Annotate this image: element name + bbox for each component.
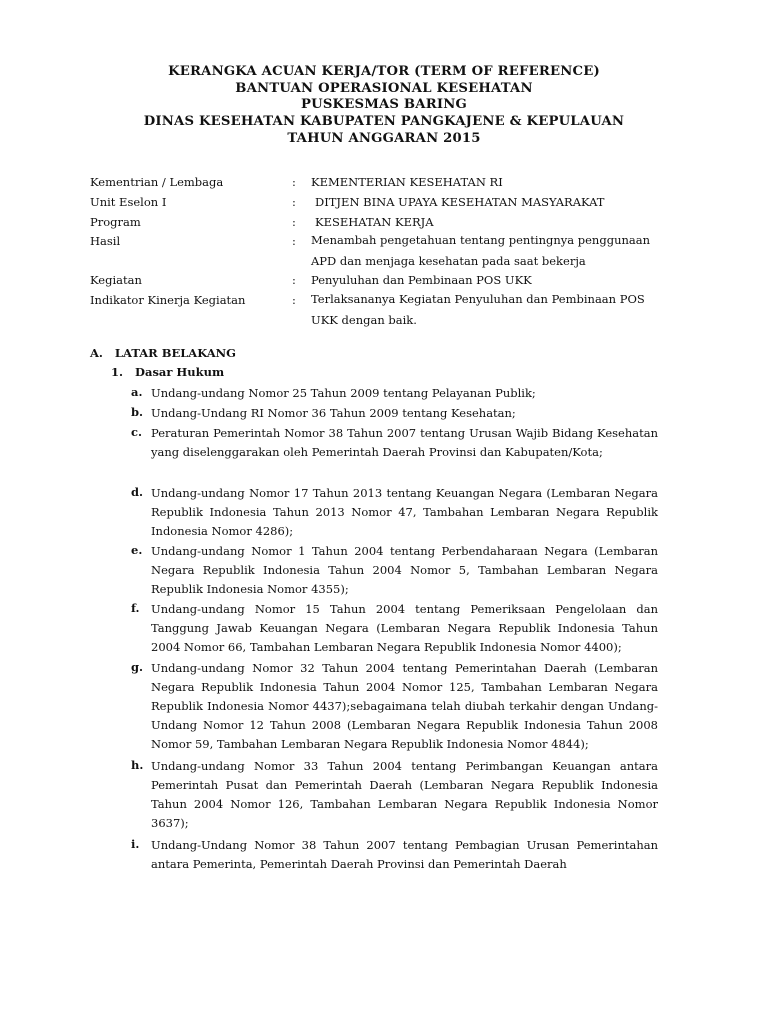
info-value: KEMENTERIAN KESEHATAN RI xyxy=(311,175,503,189)
list-item-text: Undang-undang Nomor 33 Tahun 2004 tentang Perimbangan Keuangan antara Pemerintah Pusat dan Pemerintah Daerah (Lembaran Negara Republik Indonesia Tahun 2004 Nomor 126, Tambahan Lembaran Negara Republik Indonesia Nomor 3637); xyxy=(151,759,658,830)
info-colon: : xyxy=(292,234,296,248)
list-item-text: Undang-Undang RI Nomor 36 Tahun 2009 tentang Kesehatan; xyxy=(151,406,516,420)
info-value: DITJEN BINA UPAYA KESEHATAN MASYARAKAT xyxy=(315,195,605,209)
info-colon: : xyxy=(292,195,296,209)
info-label: Kegiatan xyxy=(90,273,142,287)
doc-title-line-2: BANTUAN OPERASIONAL KESEHATAN xyxy=(235,81,533,96)
list-item-letter: a. xyxy=(131,385,143,399)
list-item-text: Undang-undang Nomor 32 Tahun 2004 tentang Pemerintahan Daerah (Lembaran Negara Republik Indonesia Tahun 2004 Nomor 125, Tambahan Lembaran Negara Republik Indonesia Nomor 4437);sebagaimana telah diubah terkahir dengan Undang-Undang Nomor 12 Tahun 2008 (Lembaran Negara Republik Indonesia Tahun 2008 Nomor 59, Tambahan Lembaran Negara Republik Indonesia Nomor 4844); xyxy=(151,661,658,751)
info-label: Program xyxy=(90,215,141,229)
info-colon: : xyxy=(292,293,296,307)
list-item-text: Undang-Undang Nomor 38 Tahun 2007 tentang Pembagian Urusan Pemerintahan antara Pemerinta, Pemerintah Daerah Provinsi dan Pemerintah Daerah xyxy=(151,838,658,871)
list-item-letter: b. xyxy=(131,405,144,419)
list-item-text: Undang-undang Nomor 25 Tahun 2009 tentang Pelayanan Publik; xyxy=(151,386,536,400)
section-heading-latar-belakang: A. LATAR BELAKANG xyxy=(90,346,237,360)
info-colon: : xyxy=(292,273,296,287)
list-item-text: Undang-undang Nomor 15 Tahun 2004 tentang Pemeriksaan Pengelolaan dan Tanggung Jawab Keuangan Negara (Lembaran Negara Republik Indonesia Tahun 2004 Nomor 66, Tambahan Lembaran Negara Republik Indonesia Nomor 4400); xyxy=(151,602,658,654)
info-label: Indikator Kinerja Kegiatan xyxy=(90,293,246,307)
subsection-heading-dasar-hukum: 1. Dasar Hukum xyxy=(111,365,225,379)
info-label: Unit Eselon I xyxy=(90,195,167,209)
info-value: Terlaksananya Kegiatan Penyuluhan dan Pembinaan POS UKK dengan baik. xyxy=(311,292,645,327)
info-colon: : xyxy=(292,175,296,189)
list-item-letter: i. xyxy=(131,837,140,851)
doc-title-line-1: KERANGKA ACUAN KERJA/TOR (TERM OF REFERENCE) xyxy=(168,64,600,79)
doc-title-line-5: TAHUN ANGGARAN 2015 xyxy=(287,131,481,146)
list-item-letter: d. xyxy=(131,485,144,499)
info-label: Hasil xyxy=(90,234,121,248)
doc-title-line-3: PUSKESMAS BARING xyxy=(301,97,467,112)
info-value: KESEHATAN KERJA xyxy=(315,215,434,229)
list-item-letter: g. xyxy=(131,660,144,674)
list-item-letter: h. xyxy=(131,758,144,772)
doc-title-line-4: DINAS KESEHATAN KABUPATEN PANGKAJENE & KEPULAUAN xyxy=(143,114,625,129)
list-item-letter: e. xyxy=(131,543,143,557)
info-label: Kementrian / Lembaga xyxy=(90,175,224,189)
info-value: Penyuluhan dan Pembinaan POS UKK xyxy=(311,273,532,287)
list-item-letter: f. xyxy=(131,601,140,615)
list-item-letter: c. xyxy=(131,425,143,439)
list-item-text: Peraturan Pemerintah Nomor 38 Tahun 2007 tentang Urusan Wajib Bidang Kesehatan yang diselenggarakan oleh Pemerintah Daerah Provinsi dan Kabupaten/Kota; xyxy=(151,426,658,459)
info-colon: : xyxy=(292,215,296,229)
info-value: Menambah pengetahuan tentang pentingnya penggunaan APD dan menjaga kesehatan pada saat bekerja xyxy=(311,233,650,268)
list-item-text: Undang-undang Nomor 1 Tahun 2004 tentang Perbendaharaan Negara (Lembaran Negara Republik Indonesia Tahun 2004 Nomor 5, Tambahan Lembaran Negara Republik Indonesia Nomor 4355); xyxy=(151,544,658,596)
list-item-text: Undang-undang Nomor 17 Tahun 2013 tentang Keuangan Negara (Lembaran Negara Republik Indonesia Tahun 2013 Nomor 47, Tambahan Lembaran Negara Republik Indonesia Nomor 4286); xyxy=(151,486,658,538)
